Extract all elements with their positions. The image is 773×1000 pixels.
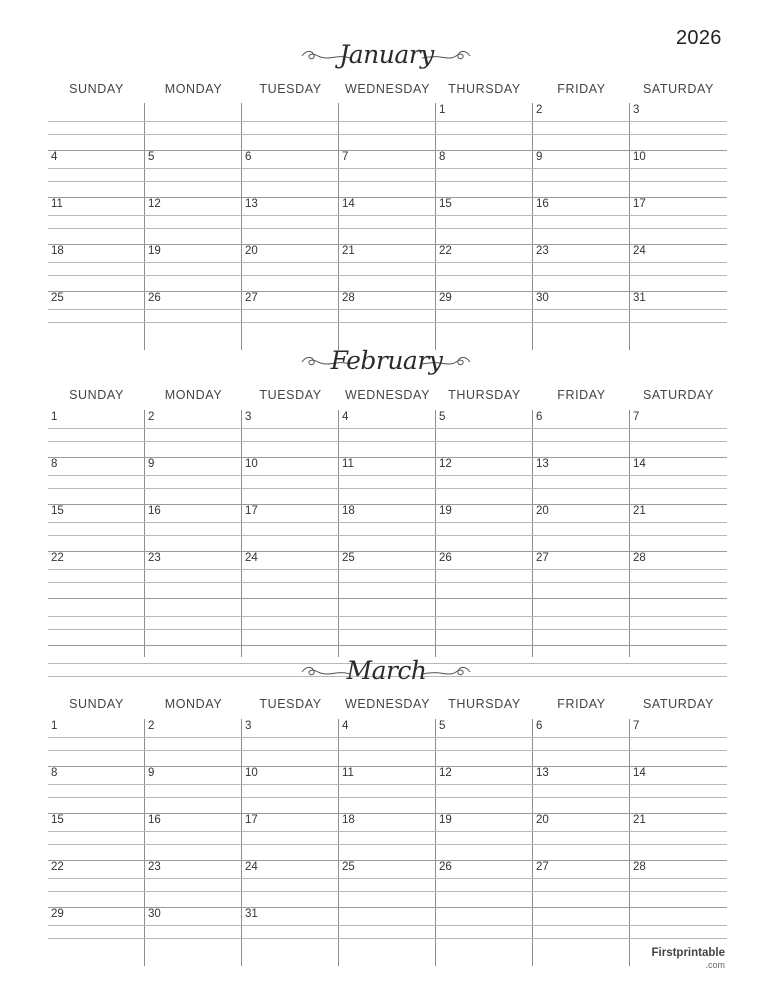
weekday-header-monday: MONDAY	[164, 82, 223, 96]
month-grid	[48, 410, 727, 657]
month-grid	[48, 103, 727, 350]
day-number: 9	[148, 458, 155, 470]
column-divider	[338, 410, 339, 657]
day-number: 1	[51, 411, 58, 423]
week-divider	[48, 598, 727, 599]
day-number: 28	[342, 292, 355, 304]
column-divider	[629, 410, 630, 657]
weekday-header-thursday: THURSDAY	[448, 82, 521, 96]
column-divider	[532, 103, 533, 350]
day-number: 13	[536, 767, 549, 779]
day-number: 27	[536, 552, 549, 564]
weekday-header-wednesday: WEDNESDAY	[344, 388, 431, 402]
day-number: 10	[633, 151, 646, 163]
month-grid	[48, 719, 727, 966]
weekday-header-wednesday: WEDNESDAY	[344, 82, 431, 96]
writing-line	[48, 925, 727, 926]
writing-line	[48, 428, 727, 429]
day-number: 20	[536, 814, 549, 826]
day-number: 2	[148, 720, 155, 732]
month-title	[0, 346, 773, 386]
writing-line	[48, 168, 727, 169]
weekday-header-saturday: SATURDAY	[642, 697, 714, 711]
day-number: 23	[536, 245, 549, 257]
day-number: 7	[633, 411, 640, 423]
weekday-header-saturday: SATURDAY	[642, 82, 714, 96]
day-number: 12	[439, 458, 452, 470]
day-number: 11	[51, 198, 63, 210]
day-number: 26	[439, 552, 452, 564]
column-divider	[435, 103, 436, 350]
day-number: 3	[245, 720, 252, 732]
day-number: 17	[633, 198, 646, 210]
day-number: 21	[633, 814, 646, 826]
day-number: 29	[439, 292, 452, 304]
writing-line	[48, 262, 727, 263]
column-divider	[241, 410, 242, 657]
day-number: 17	[245, 814, 258, 826]
day-number: 4	[342, 411, 349, 423]
weekday-header-monday: MONDAY	[164, 697, 223, 711]
writing-line	[48, 878, 727, 879]
day-number: 5	[439, 411, 446, 423]
writing-line	[48, 121, 727, 122]
day-number: 16	[148, 505, 161, 517]
weekday-header-tuesday: TUESDAY	[259, 82, 322, 96]
day-number: 22	[439, 245, 452, 257]
writing-line	[48, 215, 727, 216]
column-divider	[144, 410, 145, 657]
day-number: 27	[245, 292, 258, 304]
day-number: 23	[148, 552, 161, 564]
weekday-header-tuesday: TUESDAY	[259, 388, 322, 402]
day-number: 11	[342, 458, 354, 470]
day-number: 15	[51, 814, 64, 826]
day-number: 24	[633, 245, 646, 257]
day-number: 4	[342, 720, 349, 732]
day-number: 4	[51, 151, 58, 163]
writing-line	[48, 582, 727, 583]
day-number: 13	[536, 458, 549, 470]
day-number: 19	[439, 814, 452, 826]
brand-logo	[641, 948, 725, 970]
day-number: 5	[439, 720, 446, 732]
brand-name: Firstprintable	[651, 947, 725, 959]
day-number: 21	[633, 505, 646, 517]
weekday-header-friday: FRIDAY	[557, 82, 606, 96]
day-number: 13	[245, 198, 258, 210]
writing-line	[48, 535, 727, 536]
day-number: 2	[148, 411, 155, 423]
weekday-header-row	[48, 82, 727, 98]
writing-line	[48, 737, 727, 738]
day-number: 10	[245, 458, 258, 470]
day-number: 27	[536, 861, 549, 873]
writing-line	[48, 938, 727, 939]
column-divider	[241, 719, 242, 966]
weekday-header-thursday: THURSDAY	[448, 697, 521, 711]
day-number: 10	[245, 767, 258, 779]
day-number: 30	[148, 908, 161, 920]
day-number: 25	[51, 292, 64, 304]
day-number: 24	[245, 552, 258, 564]
column-divider	[144, 719, 145, 966]
day-number: 22	[51, 552, 64, 564]
day-number: 6	[245, 151, 252, 163]
day-number: 16	[148, 814, 161, 826]
column-divider	[144, 103, 145, 350]
day-number: 8	[51, 767, 58, 779]
day-number: 20	[245, 245, 258, 257]
weekday-header-sunday: SUNDAY	[69, 82, 124, 96]
writing-line	[48, 309, 727, 310]
weekday-header-tuesday: TUESDAY	[259, 697, 322, 711]
month-name: January	[339, 40, 434, 69]
writing-line	[48, 322, 727, 323]
writing-line	[48, 475, 727, 476]
writing-line	[48, 134, 727, 135]
writing-line	[48, 750, 727, 751]
day-number: 29	[51, 908, 64, 920]
day-number: 18	[51, 245, 64, 257]
writing-line	[48, 228, 727, 229]
writing-line	[48, 831, 727, 832]
day-number: 18	[342, 814, 355, 826]
column-divider	[629, 719, 630, 966]
day-number: 23	[148, 861, 161, 873]
weekday-header-saturday: SATURDAY	[642, 388, 714, 402]
day-number: 16	[536, 198, 549, 210]
day-number: 7	[633, 720, 640, 732]
writing-line	[48, 797, 727, 798]
day-number: 18	[342, 505, 355, 517]
day-number: 24	[245, 861, 258, 873]
day-number: 5	[148, 151, 155, 163]
day-number: 26	[439, 861, 452, 873]
day-number: 8	[51, 458, 58, 470]
writing-line	[48, 891, 727, 892]
weekday-header-row	[48, 388, 727, 404]
day-number: 17	[245, 505, 258, 517]
column-divider	[532, 410, 533, 657]
writing-line	[48, 616, 727, 617]
day-number: 25	[342, 861, 355, 873]
column-divider	[532, 719, 533, 966]
writing-line	[48, 275, 727, 276]
column-divider	[241, 103, 242, 350]
day-number: 6	[536, 720, 543, 732]
week-divider	[48, 645, 727, 646]
writing-line	[48, 488, 727, 489]
writing-line	[48, 784, 727, 785]
writing-line	[48, 522, 727, 523]
month-name: March	[346, 656, 427, 685]
day-number: 31	[245, 908, 258, 920]
day-number: 14	[342, 198, 355, 210]
day-number: 7	[342, 151, 349, 163]
day-number: 9	[148, 767, 155, 779]
day-number: 26	[148, 292, 161, 304]
weekday-header-row	[48, 697, 727, 713]
weekday-header-friday: FRIDAY	[557, 697, 606, 711]
day-number: 2	[536, 104, 543, 116]
day-number: 31	[633, 292, 646, 304]
day-number: 6	[536, 411, 543, 423]
day-number: 11	[342, 767, 354, 779]
day-number: 8	[439, 151, 446, 163]
day-number: 14	[633, 767, 646, 779]
day-number: 12	[439, 767, 452, 779]
year-label: 2026	[676, 27, 722, 49]
weekday-header-sunday: SUNDAY	[69, 697, 124, 711]
day-number: 14	[633, 458, 646, 470]
column-divider	[435, 719, 436, 966]
day-number: 1	[51, 720, 58, 732]
writing-line	[48, 844, 727, 845]
writing-line	[48, 181, 727, 182]
day-number: 12	[148, 198, 161, 210]
weekday-header-thursday: THURSDAY	[448, 388, 521, 402]
day-number: 3	[245, 411, 252, 423]
day-number: 9	[536, 151, 543, 163]
column-divider	[338, 103, 339, 350]
day-number: 19	[148, 245, 161, 257]
day-number: 22	[51, 861, 64, 873]
month-name: February	[330, 346, 443, 375]
column-divider	[338, 719, 339, 966]
month-title	[0, 656, 773, 696]
writing-line	[48, 569, 727, 570]
day-number: 28	[633, 552, 646, 564]
day-number: 15	[51, 505, 64, 517]
writing-line	[48, 629, 727, 630]
weekday-header-wednesday: WEDNESDAY	[344, 697, 431, 711]
brand-suffix: .com	[705, 959, 725, 970]
weekday-header-friday: FRIDAY	[557, 388, 606, 402]
column-divider	[629, 103, 630, 350]
day-number: 19	[439, 505, 452, 517]
day-number: 1	[439, 104, 446, 116]
day-number: 30	[536, 292, 549, 304]
day-number: 28	[633, 861, 646, 873]
day-number: 25	[342, 552, 355, 564]
day-number: 20	[536, 505, 549, 517]
day-number: 15	[439, 198, 452, 210]
day-number: 21	[342, 245, 355, 257]
month-title	[0, 40, 773, 80]
day-number: 3	[633, 104, 640, 116]
writing-line	[48, 441, 727, 442]
column-divider	[435, 410, 436, 657]
weekday-header-sunday: SUNDAY	[69, 388, 124, 402]
weekday-header-monday: MONDAY	[164, 388, 223, 402]
